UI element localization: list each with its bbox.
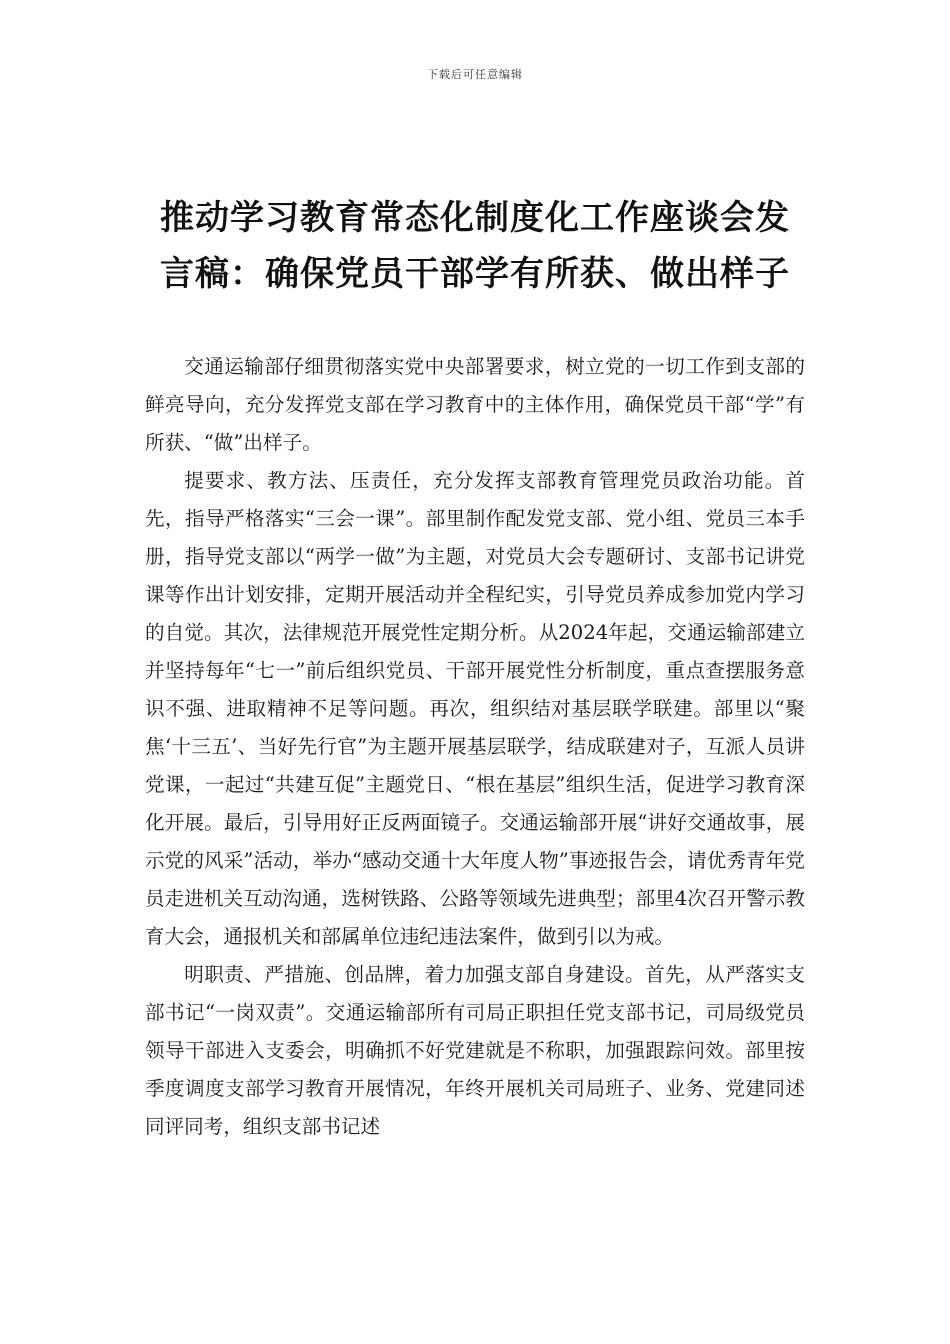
paragraph-education: 提要求、教方法、压责任，充分发挥支部教育管理党员政治功能。首先，指导严格落实“三会一课”。部里制作配发党支部、党小组、党员三本手册，指导党支部以“两学一做”为主题，对党员大会专题研讨、支部书记讲党课等作出计划安排，定期开展活动并全程纪实，引导党员养成参加党内学习的自觉。其次，法律规范开展党性定期分析。从2024年起，交通运输部建立并坚持每年“七一”前后组织党员、干部开展党性分析制度，重点查摆服务意识不强、进取精神不足等问题。再次，组织结对基层联学联建。部里以“聚焦‘十三五’、当好先行官”为主题开展基层联学，结成联建对子，互派人员讲党课，一起过“共建互促”主题党日、“根在基层”组织生活，促进学习教育深化开展。最后，引导用好正反两面镜子。交通运输部开展“讲好交通故事，展示党的风采”活动，举办“感动交通十大年度人物”事迹报告会，请优秀青年党员走进机关互动沟通，选树铁路、公路等领域先进典型；部里4次召开警示教育大会，通报机关和部属单位违纪违法案件，做到引以为戒。: [145, 469, 805, 948]
header-note: 下载后可任意编辑: [427, 68, 523, 81]
document-body: [145, 348, 805, 1146]
paragraph-branch-building: 明职责、严措施、创品牌，着力加强支部自身建设。首先，从严落实支部书记“一岗双责”。交通运输部所有司局正职担任党支部书记，司局级党员领导干部进入支委会，明确抓不好党建就是不称职，加强跟踪问效。部里按季度调度支部学习教育开展情况，年终开展机关司局班子、业务、党建同述同评同考，组织支部书记述: [145, 963, 805, 1138]
document-title: 推动学习教育常态化制度化工作座谈会发言稿：确保党员干部学有所获、做出样子: [160, 198, 790, 294]
paragraph-intro: 交通运输部仔细贯彻落实党中央部署要求，树立党的一切工作到支部的鲜亮导向，充分发挥党支部在学习教育中的主体作用，确保党员干部“学”有所获、“做”出样子。: [145, 355, 805, 454]
